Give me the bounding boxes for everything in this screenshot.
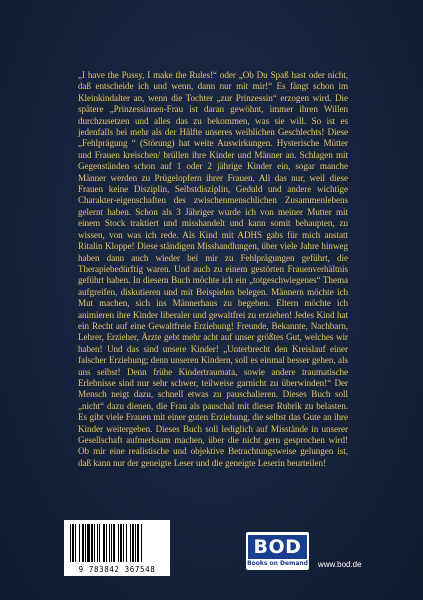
barcode-bar [137,524,139,562]
isbn-digits: 9 783842 367548 [78,565,156,574]
barcode-bar [126,524,127,562]
barcode-bar [135,524,136,562]
barcode-bar [97,524,98,562]
barcode-bar [123,524,124,562]
publisher-mark: BOD [248,535,307,559]
isbn-barcode [64,520,170,576]
barcode-bar [103,524,105,562]
barcode-bar [141,524,142,562]
barcode-bar [118,524,119,562]
barcode-bar [111,524,112,562]
publisher-logo [246,532,309,570]
barcode-bar [82,524,84,562]
barcode-bar [79,524,80,562]
barcode-bar [87,524,90,562]
barcode-bar [130,524,131,562]
publisher-name: Books on Demand [247,560,308,567]
barcode-bar [75,524,76,562]
barcode-bar [99,524,100,562]
back-cover-blurb: „I have the Pussy, I make the Rules!“ oder „Ob Du Spaß hast oder nicht, daß entscheide ich und wenn, dann nur mit mir!“ Es fängt schon im Kleinkindalter an, wenn die Tochter „zur Prinzessin“ erzogen wird. Die spätere „Prinzessinnen-Frau ist daran gewöhnt, immer ihren Willen durchzusetzen und alles das zu bekommen, was sie will. So ist es jedenfalls bei mehr als der Hälfte unseres weiblichen Geschlechts! Diese „Fehlprägung “ (Störung) hat weite Auswirkungen. Hysterische Mütter und Frauen kreischen/ brüllen ihre Kinder und Männer an. Schlagen mit Gegenständen schon auf 1 oder 2 jährige Kinder ein, sogar manche Männer werden zu Prügelopfern ihrer Frauen. All das nur, weil diese Frauen keine Disziplin, Selbstdisziplin, Geduld und andere wichtige Charakter-eigenschaften des zwischenmenschlichen Zusammenlebens gelernt haben. Schon als 3 Jähriger wurde ich von meiner Mutter mit einem Stock traktiert und misshandelt und kann somit behaupten, zu wissen, von was ich rede. Als Kind mit ADHS gabs für mich anstatt Ritalin Kloppe! Diese ständigen Misshandlungen, über viele Jahre hinweg haben dann auch wieder bei mir zu Fehlprägungen geführt, die Therapiebedürftig waren. Und auch zu einem gestörten Frauenverhältnis geführt haben. In diesem Buch möchte ich ein „totgeschwiegenes“ Thema aufgreifen, diskutieren und mit Beispielen belegen. Männern möchte ich Mut machen, sich ins Männerhaus zu begeben. Eltern möchte ich animieren ihre Kinder liberaler und gewaltfrei zu erziehen! Jedes Kind hat ein Recht auf eine Gewaltfreie Erziehung! Freunde, Bekannte, Nachbarn, Lehrer, Erzieher, Ärzte gebt mehr acht auf unser größtes Gut, welches wir haben! Und das sind unsere Kinder! „Unterbrecht den Kreislauf einer falscher Erziehung; denn unseren Kindern, soll es einmal besser gehen, als uns selbst! Denn frühe Kindertraumata, sowie andere traumatische Erlebnisse sind nur sehr schwer, teilweise garnicht zu überwinden!“ Der Mensch neigt dazu, schnell etwas zu pauschalieren. Dieses Buch soll „nicht“ dazu dienen, die Frau als pauschal mit dieser Rubrik zu belasten. Es gibt viele Frauen mit einer guten Erziehung, die selbst das Gute an ihre Kinder weitergeben. Dieses Buch soll lediglich auf Misstände in unserer Gesellschaft aufmerksam machen, über die nicht gern gesprochen wird! Ob mir eine realistische und objektive Betrachtungsweise gelungen ist, daß kann nur der geneigte Leser und die geneigte Leserin beurteilen! [78,70,348,468]
barcode-bar [85,524,86,562]
barcode-bar [120,524,122,562]
barcode-bar [113,524,115,562]
barcode-bar [132,524,134,562]
barcode-bar [109,524,110,562]
barcode-bar [70,524,71,562]
barcode-bar [94,524,95,562]
barcode-bar [91,524,93,562]
publisher-website: www.bod.de [318,560,362,569]
barcode-bar [106,524,107,562]
barcode-bar [72,524,74,562]
barcode-bars [70,524,164,562]
